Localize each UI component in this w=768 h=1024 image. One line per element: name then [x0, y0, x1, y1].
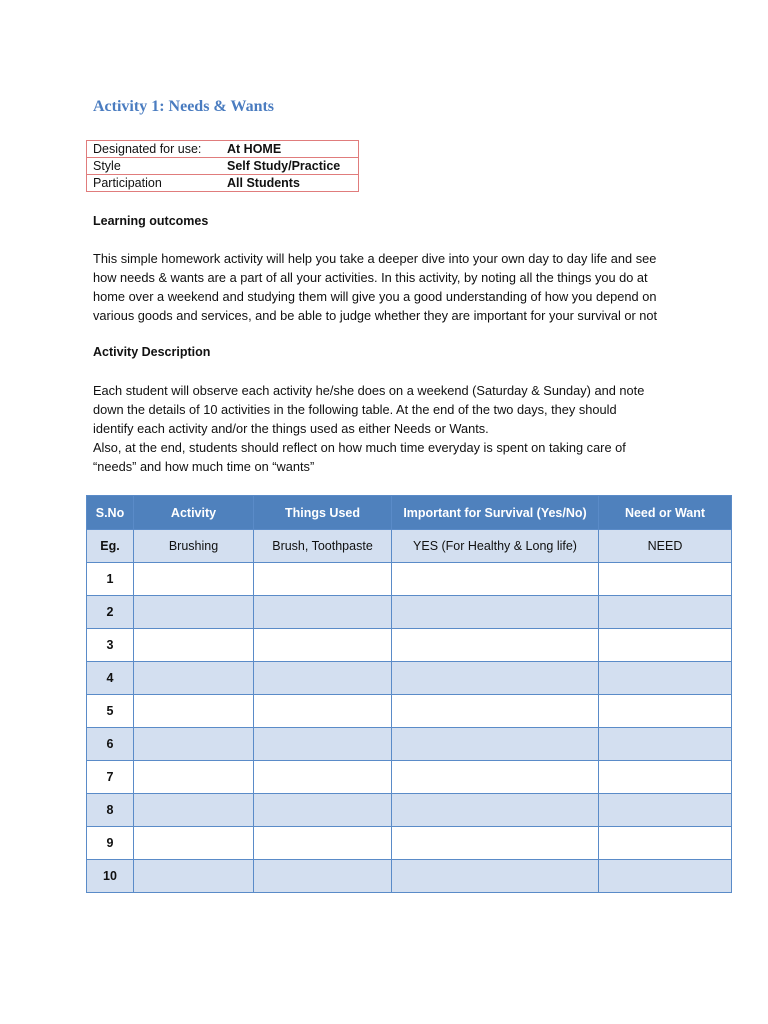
row-number-cell: 6	[87, 728, 134, 761]
table-cell[interactable]	[599, 629, 732, 662]
info-label: Participation	[87, 175, 224, 192]
column-header-things-used: Things Used	[254, 496, 392, 530]
info-label: Style	[87, 158, 224, 175]
table-cell[interactable]	[392, 761, 599, 794]
table-cell[interactable]	[134, 563, 254, 596]
column-header-need-or-want: Need or Want	[599, 496, 732, 530]
paragraph-line: home over a weekend and studying them will give you a good understanding of how you depend on	[93, 289, 657, 304]
table-cell[interactable]	[254, 761, 392, 794]
table-cell[interactable]	[134, 860, 254, 893]
table-cell[interactable]	[134, 794, 254, 827]
table-cell: YES (For Healthy & Long life)	[392, 530, 599, 563]
table-cell[interactable]	[254, 794, 392, 827]
table-cell[interactable]	[134, 827, 254, 860]
table-cell[interactable]	[599, 695, 732, 728]
activity-description-paragraph	[93, 381, 693, 476]
table-cell[interactable]	[254, 860, 392, 893]
table-cell[interactable]	[254, 629, 392, 662]
info-row-style	[87, 158, 359, 175]
paragraph-line: Also, at the end, students should reflect on how much time everyday is spent on taking care of	[93, 440, 626, 455]
paragraph-line: how needs & wants are a part of all your activities. In this activity, by noting all the things you do at	[93, 270, 648, 285]
table-cell[interactable]	[392, 860, 599, 893]
table-cell[interactable]	[134, 761, 254, 794]
info-value: Self Study/Practice	[223, 158, 359, 175]
table-row	[87, 827, 732, 860]
table-cell[interactable]	[254, 563, 392, 596]
table-cell[interactable]	[599, 860, 732, 893]
table-cell[interactable]	[599, 827, 732, 860]
learning-outcomes-heading: Learning outcomes	[93, 214, 209, 228]
table-cell[interactable]	[134, 629, 254, 662]
activity-table	[86, 495, 732, 893]
table-cell[interactable]	[134, 662, 254, 695]
table-row	[87, 695, 732, 728]
table-row	[87, 728, 732, 761]
table-cell[interactable]	[599, 728, 732, 761]
table-body	[87, 530, 732, 893]
table-cell[interactable]	[392, 596, 599, 629]
table-cell[interactable]	[599, 662, 732, 695]
table-cell[interactable]	[392, 728, 599, 761]
page-title: Activity 1: Needs & Wants	[93, 98, 275, 115]
table-cell[interactable]	[134, 695, 254, 728]
table-row	[87, 629, 732, 662]
row-number-cell: 9	[87, 827, 134, 860]
column-header-important: Important for Survival (Yes/No)	[392, 496, 599, 530]
paragraph-line: “needs” and how much time on “wants”	[93, 459, 315, 474]
table-cell[interactable]	[392, 629, 599, 662]
table-row	[87, 794, 732, 827]
row-number-cell: 8	[87, 794, 134, 827]
table-cell[interactable]	[392, 563, 599, 596]
activity-description-heading: Activity Description	[93, 345, 211, 359]
column-header-activity: Activity	[134, 496, 254, 530]
table-cell[interactable]	[254, 827, 392, 860]
table-cell[interactable]	[599, 596, 732, 629]
table-cell[interactable]	[254, 728, 392, 761]
table-cell[interactable]	[254, 695, 392, 728]
table-cell[interactable]	[134, 596, 254, 629]
table-cell[interactable]	[392, 695, 599, 728]
table-row	[87, 530, 732, 563]
table-cell[interactable]	[134, 728, 254, 761]
table-cell: Brush, Toothpaste	[254, 530, 392, 563]
table-cell[interactable]	[392, 827, 599, 860]
info-table	[86, 140, 359, 192]
row-number-cell: 2	[87, 596, 134, 629]
table-cell[interactable]	[254, 596, 392, 629]
table-row	[87, 761, 732, 794]
table-cell[interactable]	[599, 761, 732, 794]
info-value: All Students	[223, 175, 359, 192]
row-number-cell: 5	[87, 695, 134, 728]
row-number-cell: 4	[87, 662, 134, 695]
table-row	[87, 662, 732, 695]
column-header-sno: S.No	[87, 496, 134, 530]
info-row-participation	[87, 175, 359, 192]
table-cell[interactable]	[392, 794, 599, 827]
table-row	[87, 860, 732, 893]
info-value: At HOME	[223, 141, 359, 158]
learning-outcomes-paragraph	[93, 249, 693, 325]
table-cell[interactable]	[392, 662, 599, 695]
info-row-designated	[87, 141, 359, 158]
table-row	[87, 563, 732, 596]
table-cell: NEED	[599, 530, 732, 563]
paragraph-line: down the details of 10 activities in the following table. At the end of the two days, they should	[93, 402, 617, 417]
paragraph-line: various goods and services, and be able to judge whether they are important for your survival or not	[93, 308, 658, 323]
row-number-cell: 7	[87, 761, 134, 794]
row-number-cell: 3	[87, 629, 134, 662]
row-number-cell: Eg.	[87, 530, 134, 563]
row-number-cell: 1	[87, 563, 134, 596]
paragraph-line: Each student will observe each activity he/she does on a weekend (Saturday & Sunday) and note	[93, 383, 645, 398]
table-cell[interactable]	[599, 563, 732, 596]
info-label: Designated for use:	[87, 141, 224, 158]
table-cell: Brushing	[134, 530, 254, 563]
table-row	[87, 596, 732, 629]
paragraph-line: identify each activity and/or the things used as either Needs or Wants.	[93, 421, 489, 436]
table-cell[interactable]	[599, 794, 732, 827]
paragraph-line: This simple homework activity will help you take a deeper dive into your own day to day life and see	[93, 251, 657, 266]
table-cell[interactable]	[254, 662, 392, 695]
table-header-row	[87, 496, 732, 530]
row-number-cell: 10	[87, 860, 134, 893]
